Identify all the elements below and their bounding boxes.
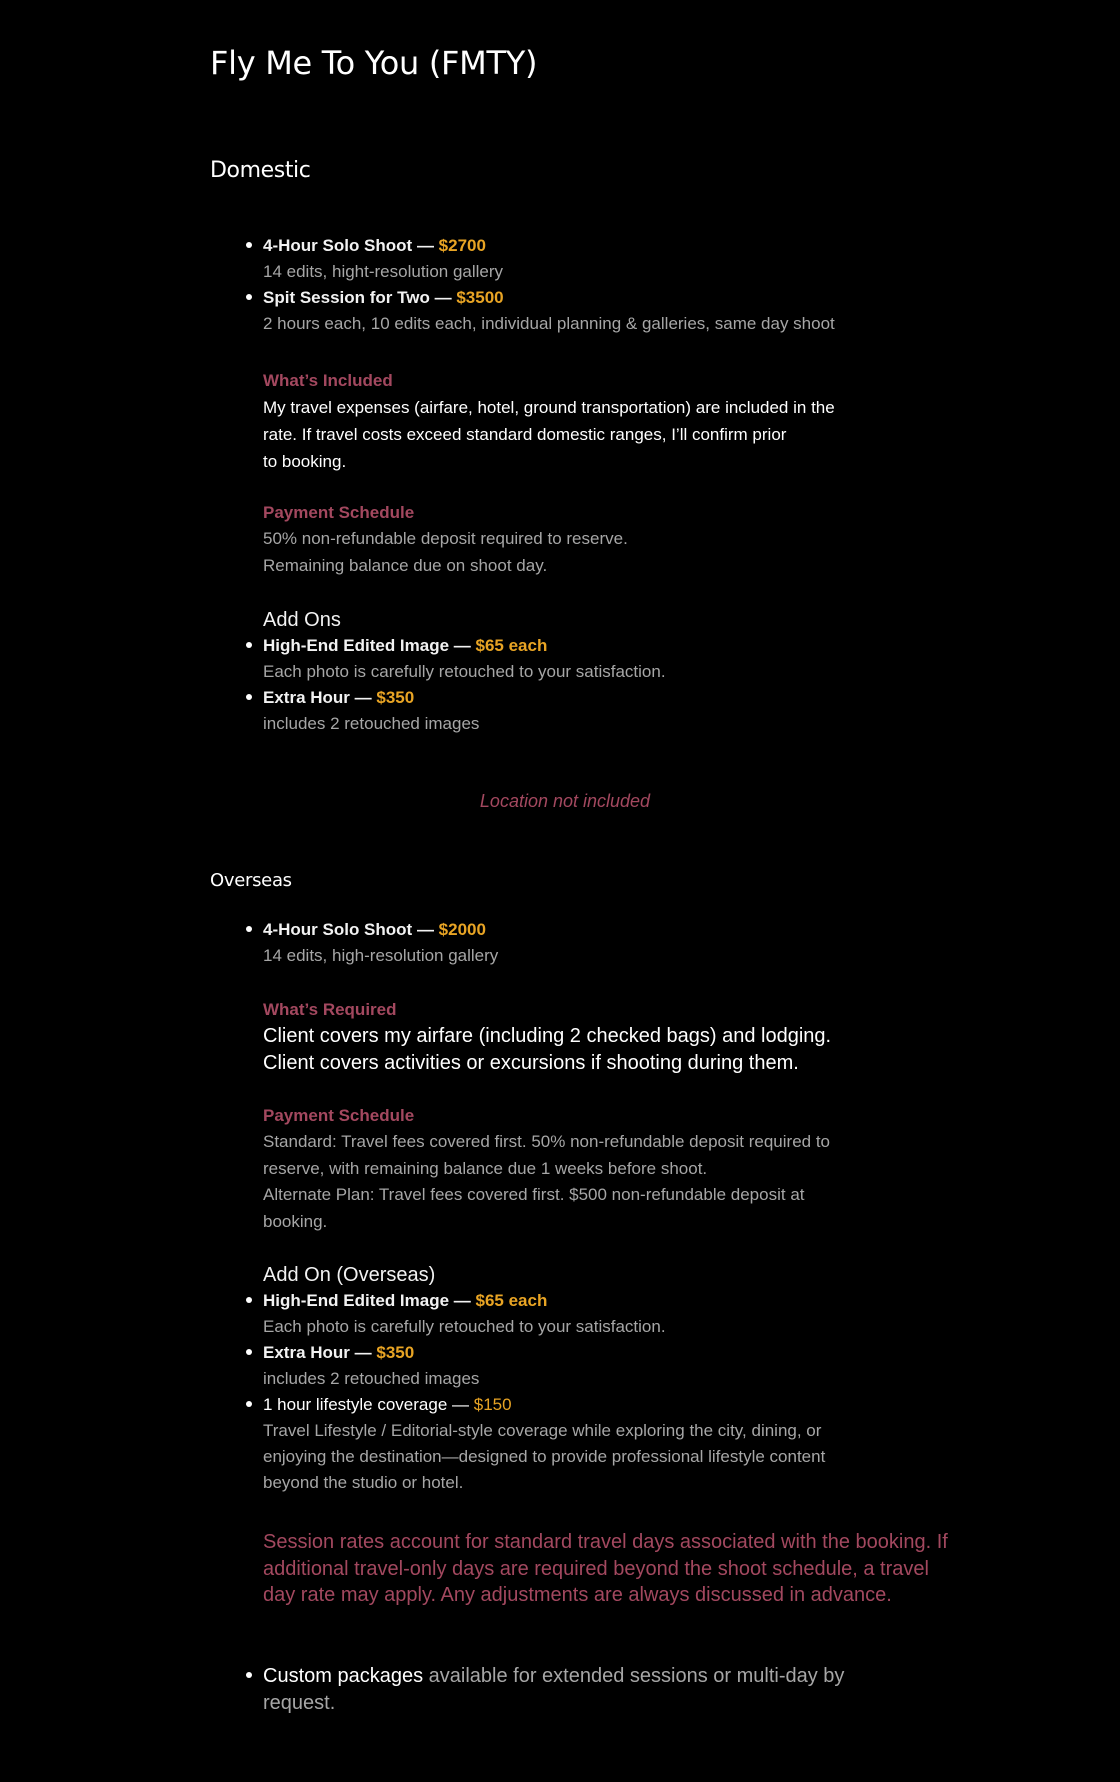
domestic-add-ons xyxy=(263,607,923,737)
domestic-whats-included xyxy=(263,368,923,475)
package-description: 2 hours each, 10 edits each, individual planning & galleries, same day shoot xyxy=(263,314,835,333)
add-on-description: beyond the studio or hotel. xyxy=(263,1473,464,1492)
add-on-item: High-End Edited Image — $65 each Each photo is carefully retouched to your satisfaction. xyxy=(263,633,923,685)
location-note: Location not included xyxy=(479,791,651,811)
add-on-price: $150 xyxy=(473,1395,512,1414)
travel-days-note-block xyxy=(263,1529,953,1609)
add-on-item: Extra Hour — $350 includes 2 retouched images xyxy=(263,1340,923,1392)
payment-schedule-label: Payment Schedule xyxy=(263,1106,415,1125)
add-on-price: $65 each xyxy=(475,636,548,655)
add-on-price: $350 xyxy=(376,688,415,707)
add-on-price: $65 each xyxy=(475,1291,548,1310)
whats-included-line: to booking. xyxy=(263,452,347,471)
add-on-description: Travel Lifestyle / Editorial-style coverage while exploring the city, dining, or xyxy=(263,1421,822,1440)
add-ons-list xyxy=(263,1288,923,1496)
add-on-name: High-End Edited Image xyxy=(263,636,450,655)
package-name: 4-Hour Solo Shoot xyxy=(263,236,413,255)
package-item: 4-Hour Solo Shoot — $2000 14 edits, high-resolution gallery xyxy=(263,917,923,969)
payment-schedule-line: booking. xyxy=(263,1211,328,1231)
whats-included-line: My travel expenses (airfare, hotel, ground transportation) are included in the xyxy=(263,398,835,417)
package-price: $2700 xyxy=(438,236,486,255)
section-heading-overseas: Overseas xyxy=(210,870,292,891)
custom-packages-text: available for extended sessions or multi-day by request. xyxy=(263,1665,845,1714)
custom-packages-item xyxy=(263,1663,913,1717)
add-on-name: Extra Hour xyxy=(263,1343,350,1362)
add-ons-list xyxy=(263,633,923,737)
package-name: Spit Session for Two xyxy=(263,288,430,307)
page-title: Fly Me To You (FMTY) xyxy=(210,44,538,82)
package-item: 4-Hour Solo Shoot — $2700 14 edits, hight-resolution gallery xyxy=(263,233,923,285)
custom-packages-lead: Custom packages xyxy=(263,1665,424,1687)
add-on-name: High-End Edited Image xyxy=(263,1291,450,1310)
package-price: $2000 xyxy=(438,920,486,939)
add-on-description: enjoying the destination—designed to provide professional lifestyle content xyxy=(263,1447,826,1466)
travel-days-note: Session rates account for standard travel days associated with the booking. If additional travel-only days are required beyond the shoot schedule, a travel day rate may apply. Any adjustments are always discussed in advance. xyxy=(263,1531,948,1606)
domestic-packages xyxy=(263,233,923,337)
add-on-description: includes 2 retouched images xyxy=(263,714,480,733)
add-on-description: Each photo is carefully retouched to your satisfaction. xyxy=(263,662,666,681)
overseas-payment-schedule xyxy=(263,1103,923,1235)
payment-schedule-line: reserve, with remaining balance due 1 weeks before shoot. xyxy=(263,1158,708,1178)
overseas-packages xyxy=(263,917,923,969)
domestic-package-list xyxy=(263,233,923,337)
overseas-add-ons xyxy=(263,1262,923,1496)
add-on-description: Each photo is carefully retouched to your satisfaction. xyxy=(263,1317,666,1336)
package-description: 14 edits, high-resolution gallery xyxy=(263,946,499,965)
package-description: 14 edits, hight-resolution gallery xyxy=(263,262,504,281)
add-ons-label: Add On (Overseas) xyxy=(263,1264,436,1286)
add-on-description: includes 2 retouched images xyxy=(263,1369,480,1388)
whats-included-label: What’s Included xyxy=(263,371,393,390)
add-on-item: 1 hour lifestyle coverage — $150 Travel Lifestyle / Editorial-style coverage while exploring the city, dining, or enjoying the destination—designed to provide professional lifestyle content beyond the studio or hotel. xyxy=(263,1392,923,1496)
add-on-price: $350 xyxy=(376,1343,415,1362)
whats-required-line: Client covers my airfare (including 2 checked bags) and lodging. xyxy=(263,1025,832,1047)
package-price: $3500 xyxy=(456,288,504,307)
add-on-item: Extra Hour — $350 includes 2 retouched images xyxy=(263,685,923,737)
overseas-package-list xyxy=(263,917,923,969)
add-on-name: Extra Hour xyxy=(263,688,350,707)
add-on-name: 1 hour lifestyle coverage xyxy=(263,1395,448,1414)
overseas-whats-required xyxy=(263,997,923,1077)
section-heading-domestic: Domestic xyxy=(210,158,311,183)
custom-packages-block xyxy=(263,1663,913,1717)
payment-schedule-line: Alternate Plan: Travel fees covered first. $500 non-refundable deposit at xyxy=(263,1185,805,1204)
add-on-item: High-End Edited Image — $65 each Each photo is carefully retouched to your satisfaction. xyxy=(263,1288,923,1340)
whats-required-label: What’s Required xyxy=(263,1000,397,1019)
whats-included-line: rate. If travel costs exceed standard domestic ranges, I’ll confirm prior xyxy=(263,425,787,444)
payment-schedule-line: Standard: Travel fees covered first. 50% non-refundable deposit required to xyxy=(263,1132,831,1151)
package-item: Spit Session for Two — $3500 2 hours each, 10 edits each, individual planning & galleries, same day shoot xyxy=(263,285,923,337)
payment-schedule-line: Remaining balance due on shoot day. xyxy=(263,555,548,575)
add-ons-label: Add Ons xyxy=(263,609,341,631)
package-name: 4-Hour Solo Shoot xyxy=(263,920,413,939)
whats-required-line: Client covers activities or excursions if shooting during them. xyxy=(263,1052,799,1074)
payment-schedule-line: 50% non-refundable deposit required to reserve. xyxy=(263,529,628,548)
domestic-payment-schedule xyxy=(263,500,923,579)
payment-schedule-label: Payment Schedule xyxy=(263,503,415,522)
